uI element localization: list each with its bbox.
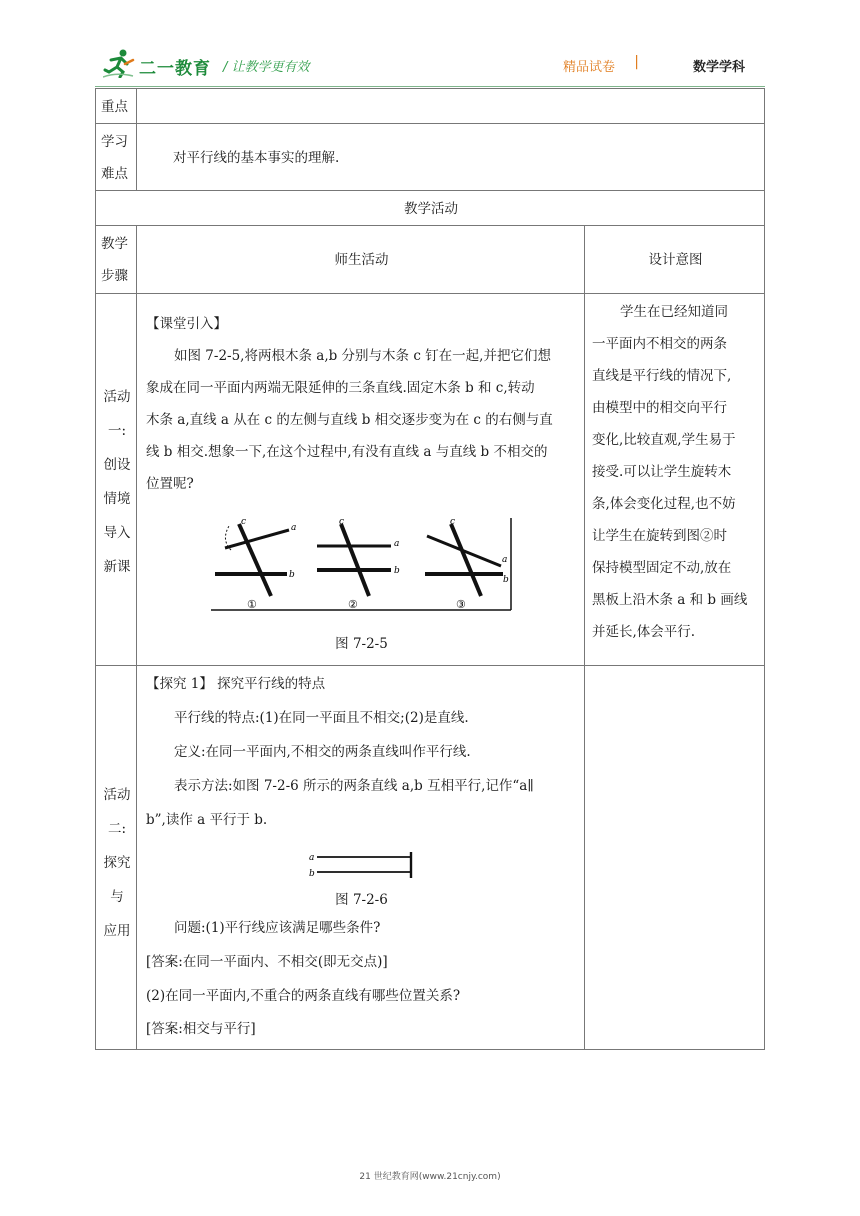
fig1-number: ① <box>247 598 257 611</box>
activity1-title: 【课堂引入】 <box>146 316 227 332</box>
intent-line: 直线是平行线的情况下, <box>592 368 732 384</box>
fig3-label-b: b <box>503 575 509 585</box>
activity1-para-line: 如图 7-2-5,将两根木条 a,b 分别与木条 c 钉在一起,并把它们想 <box>174 348 551 364</box>
step-label-cell <box>95 225 137 294</box>
fig-7-2-6-label-a: a <box>309 853 315 863</box>
intent-line: 学生在已经知道同 <box>620 304 728 320</box>
activity1-intent-cell <box>584 293 765 666</box>
intent-line: 并延长,体会平行. <box>592 624 696 640</box>
teacher-student-header-cell <box>136 225 585 294</box>
activity2-line: 定义:在同一平面内,不相交的两条直线叫作平行线. <box>174 744 471 760</box>
intent-line: 让学生在旋转到图②时 <box>592 528 727 544</box>
page-header <box>95 44 765 84</box>
figure-7-2-5 <box>211 514 517 620</box>
key-content-cell <box>136 88 765 124</box>
fig3-label-c: c <box>450 517 456 527</box>
header-subject: 数学学科 <box>692 60 745 75</box>
intent-line: 变化,比较直观,学生易于 <box>592 432 736 448</box>
activity2-label <box>96 778 138 948</box>
fig1-label-b: b <box>289 570 295 580</box>
activity2-title: 【探究 1】 探究平行线的特点 <box>146 676 326 692</box>
intent-line: 条,体会变化过程,也不妨 <box>592 496 736 512</box>
header-tag: 精品试卷 <box>562 60 615 75</box>
design-intent-header-cell <box>584 225 765 294</box>
activity2-label-line: 与 <box>110 889 124 905</box>
activity2-label-line: 探究 <box>103 855 131 871</box>
intent-line: 一平面内不相交的两条 <box>592 336 727 352</box>
figure-7-2-6-caption: 图 7-2-6 <box>335 892 388 908</box>
activity2-question: (2)在同一平面内,不重合的两条直线有哪些位置关系? <box>146 988 461 1004</box>
activity1-label-line: 创设 <box>103 457 131 473</box>
activity1-label-line: 情境 <box>103 491 131 507</box>
intent-line: 保持模型固定不动,放在 <box>592 560 732 576</box>
activity2-answer: [答案:相交与平行] <box>146 1021 256 1037</box>
header-separator: | <box>634 54 639 70</box>
difficulty-label-2: 难点 <box>101 166 128 182</box>
fig3-number: ③ <box>456 598 466 611</box>
sub-figure-3 <box>425 517 509 611</box>
intent-line: 黑板上沿木条 a 和 b 画线 <box>592 592 748 608</box>
activity2-line: 平行线的特点:(1)在同一平面且不相交;(2)是直线. <box>174 710 469 726</box>
figure-7-2-5-caption: 图 7-2-5 <box>335 636 388 652</box>
key-label: 重点 <box>101 99 128 115</box>
activity1-para-line: 象成在同一平面内两端无限延伸的三条直线.固定木条 b 和 c,转动 <box>146 380 535 396</box>
activity1-para-line: 线 b 相交.想象一下,在这个过程中,有没有直线 a 与直线 b 不相交的 <box>146 444 548 460</box>
activity2-content-cell <box>136 665 585 1050</box>
activity2-question: 问题:(1)平行线应该满足哪些条件? <box>174 920 381 936</box>
brand-slogan: / 让教学更有效 <box>223 60 310 75</box>
activity1-label-line: 一: <box>107 423 127 439</box>
activity1-para-line: 木条 a,直线 a 从在 c 的左侧与直线 b 相交逐步变为在 c 的右侧与直 <box>146 412 553 428</box>
activity2-label-cell <box>95 665 137 1050</box>
figure-7-2-6 <box>307 850 417 880</box>
activity1-label-line: 新课 <box>103 559 131 575</box>
activity2-line: 表示方法:如图 7-2-6 所示的两条直线 a,b 互相平行,记作“a∥ <box>174 778 534 794</box>
activities-header: 教学活动 <box>404 201 458 217</box>
brand-name: 二一教育 <box>139 59 211 79</box>
activity1-para-line: 位置呢? <box>146 476 194 492</box>
fig1-label-a: a <box>291 523 297 533</box>
fig-7-2-6-label-b: b <box>309 869 315 879</box>
activity1-design-intent <box>592 296 762 648</box>
activity2-label-line: 活动 <box>103 787 131 803</box>
difficulty-label-1: 学习 <box>101 134 128 150</box>
step-label-1: 教学 <box>101 236 128 252</box>
sub-figure-1 <box>215 517 296 611</box>
col-design-intent: 设计意图 <box>648 252 703 268</box>
sub-figure-2 <box>317 517 400 611</box>
fig2-number: ② <box>348 598 358 611</box>
activity2-line: b”,读作 a 平行于 b. <box>146 812 268 828</box>
difficulty-content-cell <box>136 123 765 191</box>
fig3-label-a: a <box>502 555 508 565</box>
difficulty-text: 对平行线的基本事实的理解. <box>173 150 340 166</box>
step-label-2: 步骤 <box>101 268 128 284</box>
key-label-cell <box>95 88 137 124</box>
fig1-label-c: c <box>241 517 247 527</box>
activity2-label-line: 应用 <box>103 923 131 939</box>
activity2-answer: [答案:在同一平面内、不相交(即无交点)] <box>146 954 388 970</box>
activity1-label-line: 导入 <box>103 525 131 541</box>
difficulty-label-cell <box>95 123 137 191</box>
activity1-label-cell <box>95 293 137 666</box>
intent-line: 由模型中的相交向平行 <box>592 400 727 416</box>
header-divider <box>95 86 765 87</box>
col-teacher-student: 师生活动 <box>334 252 389 268</box>
activities-header-cell <box>95 190 765 226</box>
intent-line: 接受.可以让学生旋转木 <box>592 464 732 480</box>
fig2-label-a: a <box>394 539 400 549</box>
activity1-label-line: 活动 <box>103 389 131 405</box>
fig2-label-b: b <box>394 566 400 576</box>
fig2-label-c: c <box>339 517 345 527</box>
activity2-label-line: 二: <box>107 821 127 837</box>
activity1-content-cell <box>136 293 585 666</box>
activity2-intent-cell <box>584 665 765 1050</box>
runner-logo-icon <box>103 48 135 78</box>
page-footer: 21 世纪教育网(www.21cnjy.com) <box>359 1172 501 1182</box>
activity1-label <box>96 380 138 584</box>
